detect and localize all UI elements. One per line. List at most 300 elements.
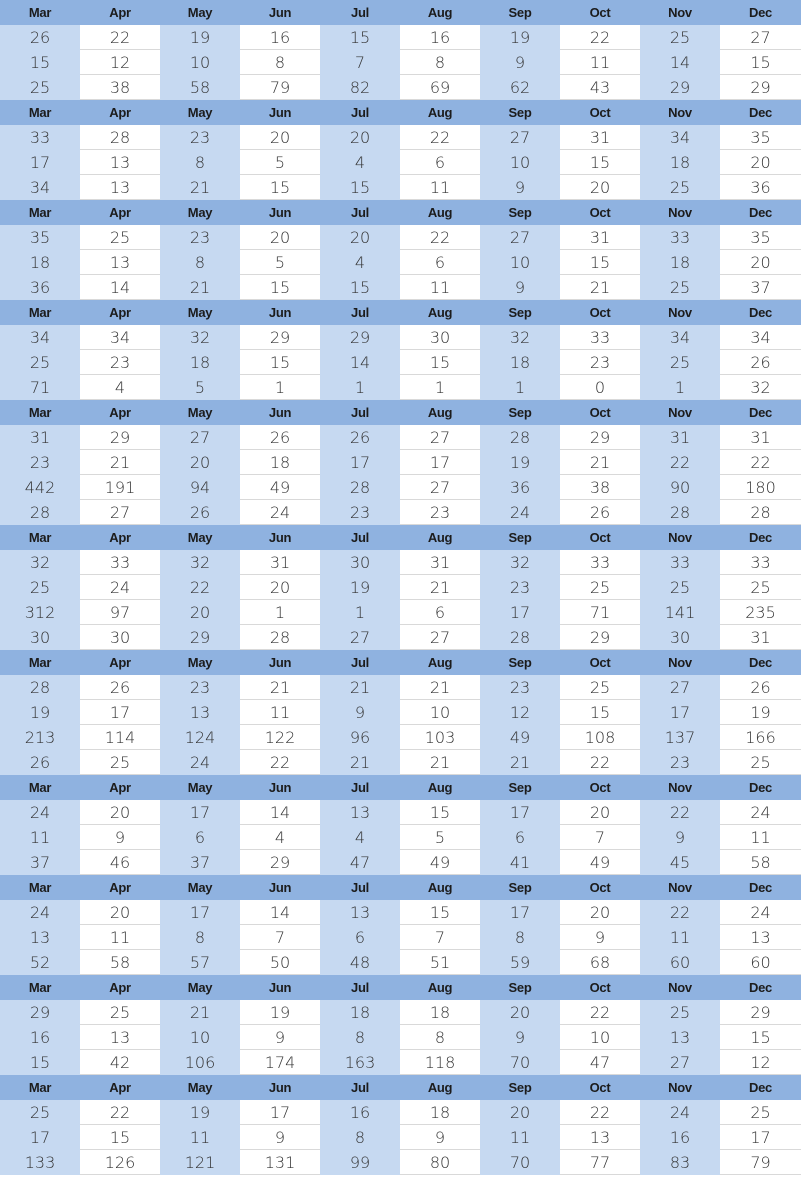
data-row (0, 475, 801, 500)
value-cell: 19 (160, 1100, 240, 1125)
month-header-oct: Oct (589, 205, 611, 220)
month-header-oct: Oct (589, 1080, 611, 1095)
value-cell: 27 (400, 475, 480, 500)
value-cell: 8 (160, 250, 240, 275)
month-header-mar: Mar (28, 980, 52, 995)
value-cell: 6 (160, 825, 240, 850)
month-header-apr: Apr (109, 980, 131, 995)
value-cell: 17 (160, 800, 240, 825)
value-cell: 33 (560, 550, 640, 575)
month-header-mar: Mar (28, 405, 52, 420)
month-header-mar: Mar (28, 305, 52, 320)
month-header-may: May (187, 530, 213, 545)
value-cell: 9 (480, 50, 560, 75)
value-cell: 99 (320, 1150, 400, 1175)
value-cell: 16 (400, 25, 480, 50)
month-header-sep: Sep (508, 780, 532, 795)
value-cell: 46 (80, 850, 160, 875)
value-cell: 4 (240, 825, 320, 850)
value-cell: 23 (0, 450, 80, 475)
month-header-aug: Aug (427, 530, 453, 545)
value-cell: 42 (80, 1050, 160, 1075)
value-cell: 29 (720, 1000, 801, 1025)
value-cell: 9 (480, 275, 560, 300)
value-cell: 18 (0, 250, 80, 275)
value-cell: 17 (80, 700, 160, 725)
value-cell: 23 (640, 750, 720, 775)
month-header-sep: Sep (508, 655, 532, 670)
value-cell: 312 (0, 600, 80, 625)
month-header-may: May (187, 205, 213, 220)
value-cell: 106 (160, 1050, 240, 1075)
data-row (0, 700, 801, 725)
month-header-may: May (187, 105, 213, 120)
value-cell: 27 (720, 25, 801, 50)
month-header-mar: Mar (28, 1080, 52, 1095)
value-cell: 22 (560, 750, 640, 775)
value-cell: 22 (720, 450, 801, 475)
month-header-jul: Jul (351, 405, 369, 420)
month-header-nov: Nov (668, 780, 692, 795)
value-cell: 19 (320, 575, 400, 600)
value-cell: 174 (240, 1050, 320, 1075)
value-cell: 20 (80, 800, 160, 825)
value-cell: 23 (80, 350, 160, 375)
value-cell: 25 (640, 350, 720, 375)
value-cell: 15 (320, 275, 400, 300)
value-cell: 15 (560, 250, 640, 275)
value-cell: 24 (80, 575, 160, 600)
value-cell: 45 (640, 850, 720, 875)
month-header-may: May (187, 5, 213, 20)
data-row (0, 600, 801, 625)
value-cell: 12 (80, 50, 160, 75)
value-cell: 31 (720, 425, 801, 450)
value-cell: 7 (560, 825, 640, 850)
value-cell: 96 (320, 725, 400, 750)
value-cell: 15 (400, 900, 480, 925)
value-cell: 49 (480, 725, 560, 750)
value-cell: 118 (400, 1050, 480, 1075)
value-cell: 22 (240, 750, 320, 775)
month-header-jul: Jul (351, 780, 369, 795)
value-cell: 22 (80, 1100, 160, 1125)
month-header-row (0, 650, 801, 675)
month-header-mar: Mar (28, 5, 52, 20)
value-cell: 36 (480, 475, 560, 500)
data-row (0, 750, 801, 775)
month-header-mar: Mar (28, 780, 52, 795)
value-cell: 71 (560, 600, 640, 625)
value-cell: 20 (320, 225, 400, 250)
value-cell: 13 (640, 1025, 720, 1050)
value-cell: 5 (240, 150, 320, 175)
month-header-may: May (187, 980, 213, 995)
month-header-jun: Jun (268, 205, 292, 220)
month-header-dec: Dec (749, 405, 772, 420)
value-cell: 22 (560, 1000, 640, 1025)
value-cell: 9 (480, 175, 560, 200)
month-header-jul: Jul (351, 1080, 369, 1095)
value-cell: 22 (400, 125, 480, 150)
value-cell: 23 (160, 125, 240, 150)
month-header-aug: Aug (427, 980, 453, 995)
value-cell: 19 (160, 25, 240, 50)
value-cell: 26 (240, 425, 320, 450)
value-cell: 20 (80, 900, 160, 925)
value-cell: 21 (400, 750, 480, 775)
month-header-aug: Aug (427, 880, 453, 895)
value-cell: 17 (480, 900, 560, 925)
value-cell: 1 (480, 375, 560, 400)
value-cell: 8 (160, 925, 240, 950)
value-cell: 213 (0, 725, 80, 750)
value-cell: 8 (320, 1025, 400, 1050)
month-header-oct: Oct (589, 5, 611, 20)
value-cell: 26 (320, 425, 400, 450)
value-cell: 16 (320, 1100, 400, 1125)
month-header-jul: Jul (351, 655, 369, 670)
month-header-jun: Jun (268, 405, 292, 420)
month-header-row (0, 875, 801, 900)
value-cell: 17 (160, 900, 240, 925)
value-cell: 25 (560, 575, 640, 600)
value-cell: 26 (0, 750, 80, 775)
value-cell: 22 (80, 25, 160, 50)
value-cell: 1 (320, 375, 400, 400)
value-cell: 32 (160, 325, 240, 350)
value-cell: 17 (640, 700, 720, 725)
value-cell: 13 (80, 1025, 160, 1050)
value-cell: 31 (240, 550, 320, 575)
month-header-mar: Mar (28, 880, 52, 895)
value-cell: 25 (720, 750, 801, 775)
value-cell: 19 (240, 1000, 320, 1025)
value-cell: 108 (560, 725, 640, 750)
month-header-jul: Jul (351, 305, 369, 320)
value-cell: 18 (400, 1000, 480, 1025)
value-cell: 20 (240, 125, 320, 150)
data-row (0, 225, 801, 250)
value-cell: 11 (640, 925, 720, 950)
value-cell: 24 (640, 1100, 720, 1125)
value-cell: 37 (0, 850, 80, 875)
data-row (0, 900, 801, 925)
value-cell: 20 (560, 800, 640, 825)
data-row (0, 625, 801, 650)
value-cell: 15 (320, 175, 400, 200)
value-cell: 13 (0, 925, 80, 950)
value-cell: 71 (0, 375, 80, 400)
data-row (0, 50, 801, 75)
value-cell: 24 (0, 800, 80, 825)
value-cell: 25 (640, 25, 720, 50)
value-cell: 8 (480, 925, 560, 950)
data-row (0, 150, 801, 175)
month-header-row (0, 100, 801, 125)
month-header-jul: Jul (351, 205, 369, 220)
month-header-jul: Jul (351, 880, 369, 895)
value-cell: 133 (0, 1150, 80, 1175)
month-header-row (0, 200, 801, 225)
value-cell: 163 (320, 1050, 400, 1075)
month-header-jun: Jun (268, 5, 292, 20)
value-cell: 48 (320, 950, 400, 975)
value-cell: 15 (720, 1025, 801, 1050)
value-cell: 32 (480, 325, 560, 350)
value-cell: 17 (240, 1100, 320, 1125)
value-cell: 18 (400, 1100, 480, 1125)
value-cell: 28 (320, 475, 400, 500)
value-cell: 29 (240, 850, 320, 875)
value-cell: 33 (560, 325, 640, 350)
value-cell: 33 (0, 125, 80, 150)
month-header-jun: Jun (268, 530, 292, 545)
value-cell: 38 (80, 75, 160, 100)
month-header-dec: Dec (749, 5, 772, 20)
data-row (0, 800, 801, 825)
month-header-aug: Aug (427, 780, 453, 795)
value-cell: 34 (720, 325, 801, 350)
value-cell: 37 (720, 275, 801, 300)
value-cell: 13 (560, 1125, 640, 1150)
month-header-apr: Apr (109, 780, 131, 795)
value-cell: 10 (480, 250, 560, 275)
value-cell: 22 (560, 25, 640, 50)
value-cell: 12 (480, 700, 560, 725)
month-header-sep: Sep (508, 530, 532, 545)
value-cell: 47 (560, 1050, 640, 1075)
value-cell: 17 (480, 600, 560, 625)
month-header-row (0, 525, 801, 550)
value-cell: 18 (640, 150, 720, 175)
value-cell: 68 (560, 950, 640, 975)
value-cell: 9 (240, 1025, 320, 1050)
value-cell: 6 (400, 150, 480, 175)
value-cell: 79 (720, 1150, 801, 1175)
value-cell: 32 (0, 550, 80, 575)
value-cell: 9 (400, 1125, 480, 1150)
month-header-sep: Sep (508, 880, 532, 895)
month-header-apr: Apr (109, 880, 131, 895)
value-cell: 10 (160, 50, 240, 75)
data-row (0, 850, 801, 875)
month-header-apr: Apr (109, 205, 131, 220)
value-cell: 6 (480, 825, 560, 850)
value-cell: 83 (640, 1150, 720, 1175)
month-header-may: May (187, 1080, 213, 1095)
value-cell: 33 (640, 550, 720, 575)
value-cell: 11 (0, 825, 80, 850)
value-cell: 8 (320, 1125, 400, 1150)
value-cell: 60 (720, 950, 801, 975)
value-cell: 14 (240, 900, 320, 925)
value-cell: 27 (480, 225, 560, 250)
value-cell: 36 (720, 175, 801, 200)
value-cell: 23 (560, 350, 640, 375)
data-row (0, 175, 801, 200)
value-cell: 137 (640, 725, 720, 750)
value-cell: 25 (720, 1100, 801, 1125)
value-cell: 38 (560, 475, 640, 500)
value-cell: 31 (560, 225, 640, 250)
month-header-mar: Mar (28, 205, 52, 220)
value-cell: 20 (160, 450, 240, 475)
month-header-sep: Sep (508, 1080, 532, 1095)
data-row (0, 75, 801, 100)
value-cell: 11 (400, 275, 480, 300)
value-cell: 19 (480, 25, 560, 50)
value-cell: 11 (80, 925, 160, 950)
value-cell: 4 (320, 250, 400, 275)
value-cell: 17 (480, 800, 560, 825)
value-cell: 21 (400, 575, 480, 600)
value-cell: 11 (160, 1125, 240, 1150)
value-cell: 70 (480, 1050, 560, 1075)
value-cell: 62 (480, 75, 560, 100)
month-header-oct: Oct (589, 305, 611, 320)
value-cell: 20 (320, 125, 400, 150)
value-cell: 131 (240, 1150, 320, 1175)
value-cell: 20 (240, 225, 320, 250)
value-cell: 29 (560, 625, 640, 650)
value-cell: 20 (560, 175, 640, 200)
value-cell: 17 (0, 150, 80, 175)
month-header-apr: Apr (109, 105, 131, 120)
value-cell: 141 (640, 600, 720, 625)
value-cell: 8 (240, 50, 320, 75)
value-cell: 4 (320, 825, 400, 850)
month-header-dec: Dec (749, 655, 772, 670)
value-cell: 13 (720, 925, 801, 950)
value-cell: 8 (160, 150, 240, 175)
value-cell: 58 (160, 75, 240, 100)
value-cell: 21 (480, 750, 560, 775)
value-cell: 28 (640, 500, 720, 525)
value-cell: 21 (320, 675, 400, 700)
month-header-row (0, 0, 801, 25)
month-header-dec: Dec (749, 105, 772, 120)
value-cell: 19 (480, 450, 560, 475)
month-header-nov: Nov (668, 205, 692, 220)
month-header-sep: Sep (508, 205, 532, 220)
data-row (0, 825, 801, 850)
data-row (0, 725, 801, 750)
data-row (0, 500, 801, 525)
value-cell: 21 (400, 675, 480, 700)
data-row (0, 250, 801, 275)
month-header-apr: Apr (109, 5, 131, 20)
value-cell: 21 (160, 1000, 240, 1025)
value-cell: 18 (640, 250, 720, 275)
value-cell: 7 (400, 925, 480, 950)
value-cell: 34 (640, 125, 720, 150)
month-header-apr: Apr (109, 530, 131, 545)
data-row (0, 325, 801, 350)
value-cell: 6 (320, 925, 400, 950)
value-cell: 7 (320, 50, 400, 75)
value-cell: 69 (400, 75, 480, 100)
value-cell: 49 (240, 475, 320, 500)
month-header-jul: Jul (351, 530, 369, 545)
value-cell: 22 (640, 800, 720, 825)
value-cell: 31 (400, 550, 480, 575)
value-cell: 23 (480, 675, 560, 700)
value-cell: 79 (240, 75, 320, 100)
value-cell: 21 (560, 275, 640, 300)
value-cell: 15 (0, 50, 80, 75)
value-cell: 22 (160, 575, 240, 600)
value-cell: 1 (400, 375, 480, 400)
month-header-nov: Nov (668, 105, 692, 120)
value-cell: 21 (160, 175, 240, 200)
value-cell: 26 (0, 25, 80, 50)
value-cell: 103 (400, 725, 480, 750)
value-cell: 25 (0, 75, 80, 100)
value-cell: 15 (720, 50, 801, 75)
value-cell: 15 (240, 275, 320, 300)
month-header-may: May (187, 405, 213, 420)
value-cell: 28 (720, 500, 801, 525)
value-cell: 1 (320, 600, 400, 625)
value-cell: 9 (240, 1125, 320, 1150)
value-cell: 15 (240, 175, 320, 200)
data-row (0, 675, 801, 700)
value-cell: 25 (80, 225, 160, 250)
value-cell: 97 (80, 600, 160, 625)
value-cell: 21 (240, 675, 320, 700)
data-row (0, 25, 801, 50)
month-header-jun: Jun (268, 880, 292, 895)
value-cell: 14 (320, 350, 400, 375)
month-header-mar: Mar (28, 105, 52, 120)
month-header-aug: Aug (427, 1080, 453, 1095)
value-cell: 25 (80, 750, 160, 775)
value-cell: 27 (400, 625, 480, 650)
value-cell: 82 (320, 75, 400, 100)
value-cell: 235 (720, 600, 801, 625)
value-cell: 9 (560, 925, 640, 950)
value-cell: 121 (160, 1150, 240, 1175)
value-cell: 16 (0, 1025, 80, 1050)
month-header-oct: Oct (589, 655, 611, 670)
value-cell: 23 (320, 500, 400, 525)
value-cell: 25 (80, 1000, 160, 1025)
value-cell: 94 (160, 475, 240, 500)
value-cell: 32 (480, 550, 560, 575)
value-cell: 23 (400, 500, 480, 525)
value-cell: 30 (320, 550, 400, 575)
month-header-oct: Oct (589, 405, 611, 420)
value-cell: 28 (480, 425, 560, 450)
value-cell: 59 (480, 950, 560, 975)
value-cell: 15 (400, 350, 480, 375)
value-cell: 70 (480, 1150, 560, 1175)
month-header-sep: Sep (508, 980, 532, 995)
value-cell: 15 (240, 350, 320, 375)
month-header-aug: Aug (427, 105, 453, 120)
value-cell: 25 (640, 275, 720, 300)
value-cell: 13 (80, 175, 160, 200)
value-cell: 20 (240, 575, 320, 600)
value-cell: 15 (0, 1050, 80, 1075)
month-header-jun: Jun (268, 305, 292, 320)
data-row (0, 275, 801, 300)
value-cell: 18 (240, 450, 320, 475)
value-cell: 9 (480, 1025, 560, 1050)
value-cell: 24 (0, 900, 80, 925)
month-header-nov: Nov (668, 655, 692, 670)
